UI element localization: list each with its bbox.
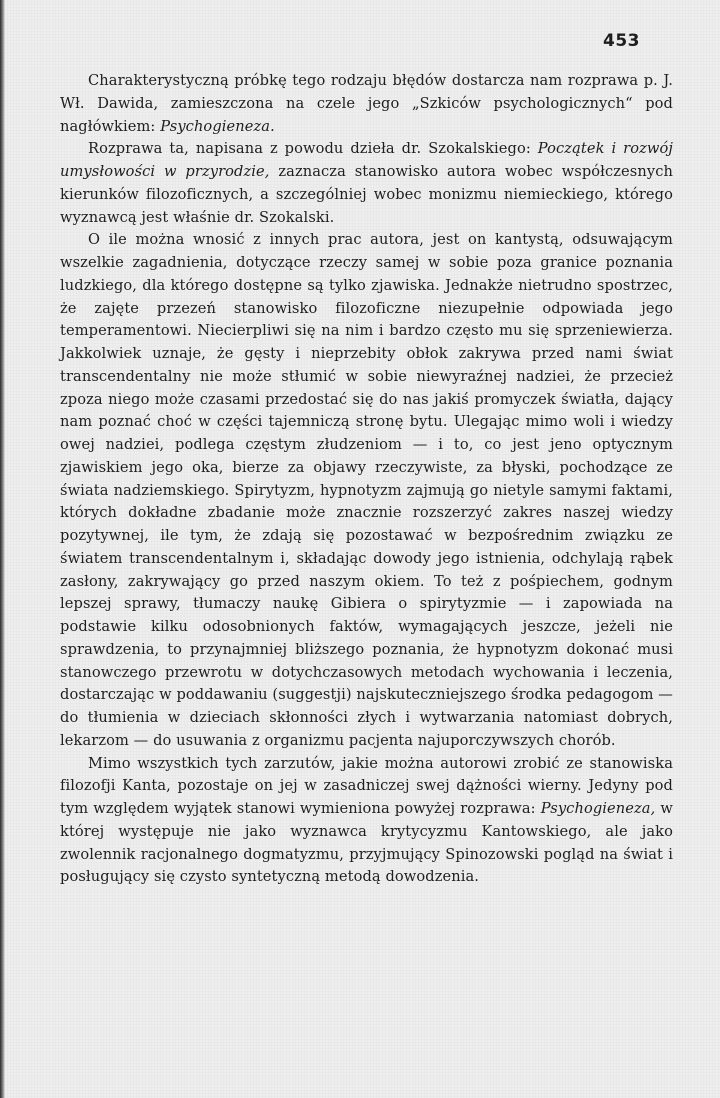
text-span: zaznacza stanowisko autora wobec współczesnych kierunków filozoficznych, a szczególniej wobec monizmu niemieckiego, którego wyznawcą jest właśnie dr. Szokalski.	[60, 163, 673, 226]
text-span: Charakterystyczną próbkę tego rodzaju błędów dostarcza nam rozprawa p. J. Wł. Dawida, zamieszczona na czele jego „Szkiców psychologicznych“ pod nagłówkiem:	[60, 72, 673, 135]
title-italic: Psychogieneza,	[540, 800, 656, 817]
paragraph-3	[60, 229, 673, 752]
text-span: Mimo wszystkich tych zarzutów, jakie można autorowi zrobić ze stanowiska filozofji Kanta, pozostaje on jej w zasadniczej swej dążności wierny. Jedyny pod tym względem wyjątek stanowi wymieniona powyżej rozprawa:	[60, 754, 673, 817]
page-number: 453	[603, 31, 640, 51]
text-span: O ile można wnosić z innych prac autora, jest on kantystą, odsuwającym wszelkie zagadnienia, dotyczące rzeczy samej w sobie poza granice poznania ludzkiego, dla którego dostępne są tylko zjawiska. Jednakże nietrudno spostrzec, że zajęte przezeń stanowisko filozoficzne niezupełnie odpowiada jego temperamentowi. Niecierpliwi się na nim i bardzo często mu się sprzeniewierza. Jakkolwiek uznaje, że gęsty i nieprzebity obłok zakrywa przed nami świat transcendentalny nie może stłumić w sobie niewyraźnej nadziei, że przecież zpoza niego może czasami przedostać się do nas jakiś promyczek światła, dający nam poznać choć w części tajemniczą stronę bytu. Ulegając mimo woli i wiedzy owej nadziei, podlega częstym złudzeniom — i to, co jest jeno optycznym zjawiskiem jego oka, bierze za objawy rzeczywiste, za błyski, pochodzące ze świata nadziemskiego. Spirytyzm, hypnotyzm zajmują go nietyle samymi faktami, których dokładne zbadanie może znacznie rozszerzyć zakres naszej wiedzy pozytywnej, ile tym, że zdają się pozostawać w bezpośrednim związku ze światem transcendentalnym i, składając dowody jego istnienia, odchylają rąbek zasłony, zakrywający go przed naszym okiem. To też z pośpiechem, godnym lepszej sprawy, tłumaczy naukę Gibiera o spirytyzmie — i zapowiada na podstawie kilku odosobnionych faktów, wymagających jeszcze, jeżeli nie sprawdzenia, to przynajmniej bliższego poznania, że hypnotyzm dokonać musi stanowczego przewrotu w dotychczasowych metodach wychowania i leczenia, dostarczając w poddawaniu (suggestji) najskuteczniejszego środka pedagogom — do tłumienia w dzieciach skłonności złych i wytwarzania natomiast dobrych, lekarzom — do usuwania z organizmu pacjenta najuporczywszych chorób.	[60, 231, 673, 749]
text-span: Rozprawa ta, napisana z powodu dzieła dr. Szokalskiego:	[88, 140, 538, 158]
text-span: w której występuje nie jako wyznawca krytycyzmu Kantowskiego, ale jako zwolennik racjonalnego dogmatyzmu, przyjmujący Spinozowski pogląd na świat i posługujący się czysto syntetyczną metodą dowodzenia.	[60, 800, 673, 886]
paragraph-1	[60, 70, 673, 138]
title-italic: Psychogieneza.	[160, 117, 275, 135]
title-italic: Początek i rozwój umysłowości w przyrodzie,	[60, 140, 673, 180]
page-binding-edge	[0, 0, 5, 1098]
body-text	[60, 70, 673, 889]
paragraph-4	[60, 753, 673, 890]
paragraph-2	[60, 138, 673, 229]
